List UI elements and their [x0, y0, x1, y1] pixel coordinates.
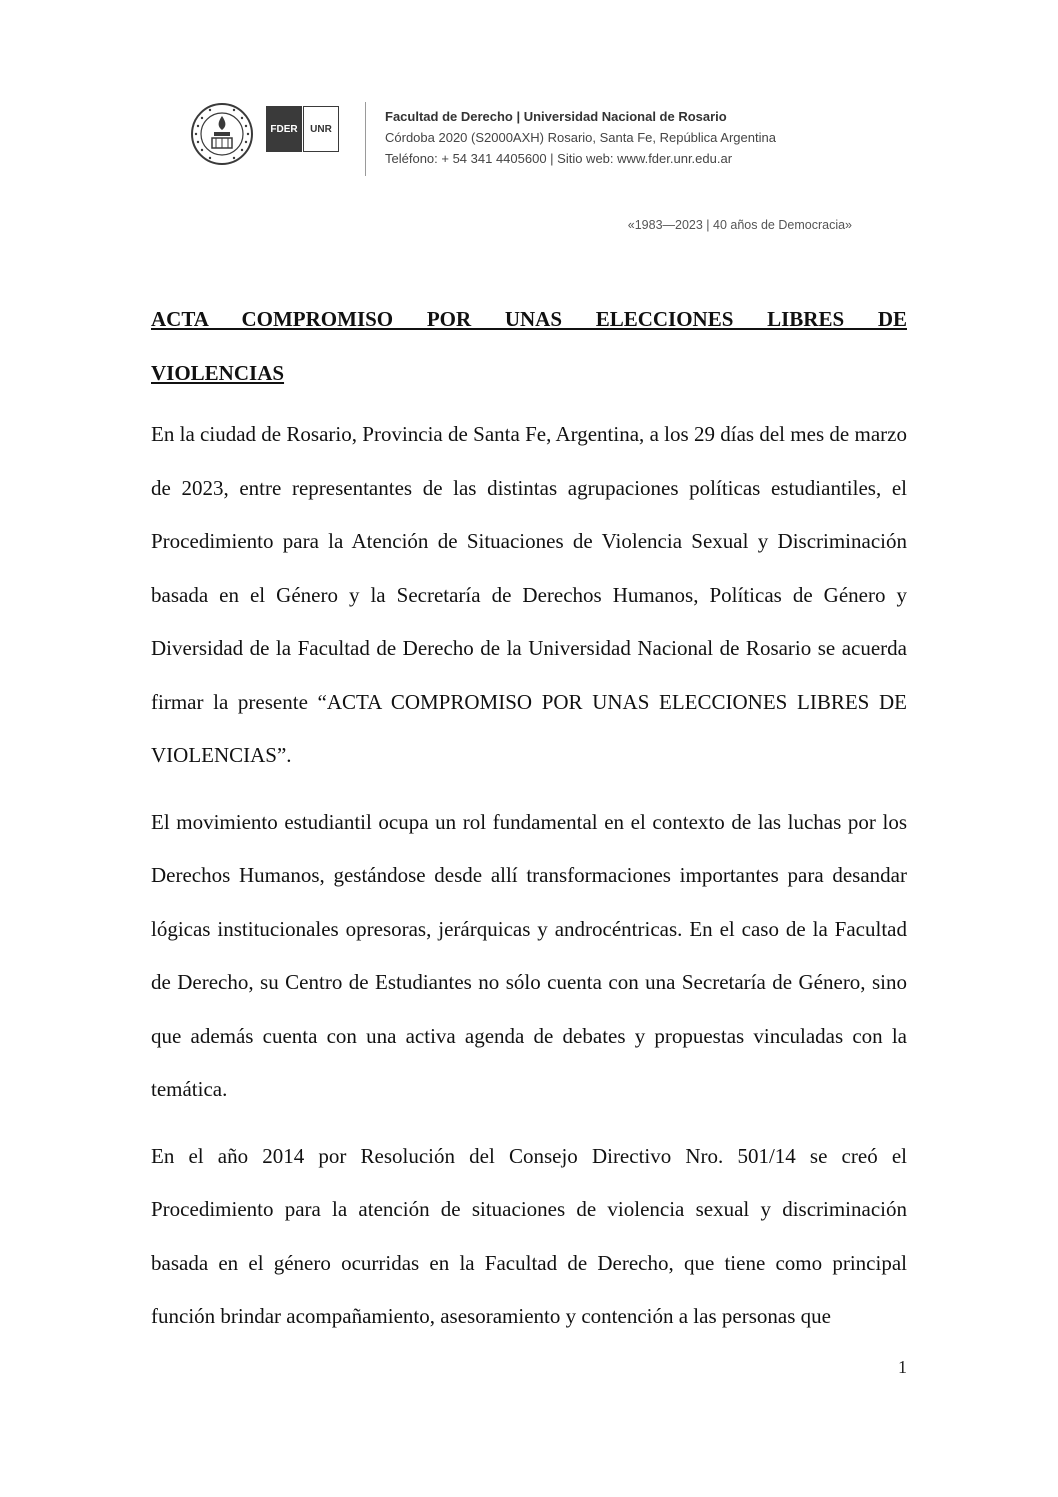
paragraph-2: El movimiento estudiantil ocupa un rol fundamental en el contexto de las luchas por los Derechos Humanos, gestándose desde allí transformaciones importantes para desandar lógicas institucionales opresoras, jerárquicas y androcéntricas. En el caso de la Facultad de Derecho, su Centro de Estudiantes no sólo cuenta con una Secretaría de Género, sino que además cuenta con una activa agenda de debates y propuestas vinculadas con la temática.: [151, 809, 907, 1101]
institution-name: Facultad de Derecho | Universidad Nacional de Rosario: [385, 109, 727, 124]
institution-address: Córdoba 2020 (S2000AXH) Rosario, Santa Fe, República Argentina: [385, 130, 776, 145]
university-seal-icon: [190, 102, 254, 166]
header-divider: [365, 102, 366, 176]
motto: «1983—2023 | 40 años de Democracia»: [627, 218, 852, 232]
institution-contact: Teléfono: + 54 341 4405600 | Sitio web: www.fder.unr.edu.ar: [385, 151, 733, 166]
unr-logo: UNR: [303, 106, 339, 152]
letterhead: [190, 96, 890, 186]
paragraph-1: En la ciudad de Rosario, Provincia de Santa Fe, Argentina, a los 29 días del mes de marzo de 2023, entre representantes de las distintas agrupaciones políticas estudiantiles, el Procedimiento para la Atención de Situaciones de Violencia Sexual y Discriminación basada en el Género y la Secretaría de Derechos Humanos, Políticas de Género y Diversidad de la Facultad de Derecho de la Universidad Nacional de Rosario se acuerda firmar la presente “ACTA COMPROMISO POR UNAS ELECCIONES LIBRES DE VIOLENCIAS”.: [151, 422, 907, 767]
document-body: [151, 408, 907, 1357]
document-title-line-2: VIOLENCIAS: [151, 361, 285, 385]
header-contact-block: [385, 106, 776, 169]
page-number: 1: [898, 1357, 907, 1377]
fder-logo: FDER: [266, 106, 302, 152]
document-title-line-1: ACTA COMPROMISO POR UNAS ELECCIONES LIBRES DE: [151, 307, 907, 331]
document-title: [151, 292, 907, 400]
paragraph-3: En el año 2014 por Resolución del Consejo Directivo Nro. 501/14 se creó el Procedimiento para la atención de situaciones de violencia sexual y discriminación basada en el género ocurridas en la Facultad de Derecho, que tiene como principal función brindar acompañamiento, asesoramiento y contención a las personas que: [151, 1143, 907, 1328]
